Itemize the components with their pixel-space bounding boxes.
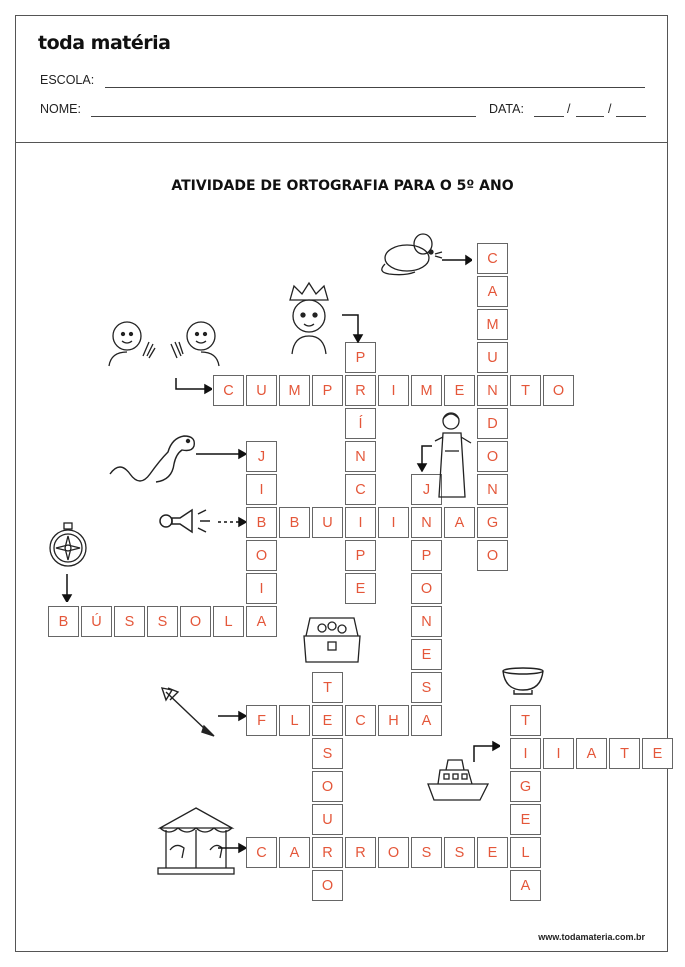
crossword-cell[interactable]: B: [246, 507, 277, 538]
crossword-cell[interactable]: E: [642, 738, 673, 769]
crossword-cell[interactable]: B: [279, 507, 310, 538]
date-separator: /: [567, 102, 571, 116]
date-separator: /: [608, 102, 612, 116]
crossword-cell[interactable]: P: [411, 540, 442, 571]
nome-label: NOME:: [40, 102, 81, 116]
crossword-cell[interactable]: B: [48, 606, 79, 637]
crossword-cell[interactable]: O: [477, 441, 508, 472]
crossword-cell[interactable]: E: [345, 573, 376, 604]
crossword-cell[interactable]: M: [279, 375, 310, 406]
crossword-cell[interactable]: I: [378, 375, 409, 406]
crossword-cell[interactable]: U: [312, 507, 343, 538]
arrow-pointer: [174, 376, 212, 396]
crossword-cell[interactable]: R: [345, 375, 376, 406]
crossword-cell[interactable]: E: [411, 639, 442, 670]
crossword-cell[interactable]: P: [345, 540, 376, 571]
carousel-icon: [156, 806, 236, 876]
arrow-pointer: [196, 448, 246, 460]
prince-icon: [276, 280, 342, 356]
arrow-pointer: [442, 254, 472, 266]
crossword-cell[interactable]: O: [180, 606, 211, 637]
crossword-cell[interactable]: A: [576, 738, 607, 769]
crossword-cell[interactable]: C: [345, 705, 376, 736]
arrow-pointer: [472, 740, 500, 764]
crossword-cell[interactable]: S: [411, 672, 442, 703]
bowl-icon: [500, 666, 546, 696]
crossword-cell[interactable]: C: [213, 375, 244, 406]
crossword-cell[interactable]: N: [411, 606, 442, 637]
crossword-cell[interactable]: F: [246, 705, 277, 736]
crossword-cell[interactable]: T: [510, 375, 541, 406]
crossword-cell[interactable]: I: [246, 474, 277, 505]
crossword-cell[interactable]: T: [312, 672, 343, 703]
crossword-cell[interactable]: O: [312, 771, 343, 802]
horn-icon: [158, 508, 216, 534]
greeting-people-icon: [105, 318, 223, 368]
crossword-cell[interactable]: P: [345, 342, 376, 373]
crossword-cell[interactable]: O: [378, 837, 409, 868]
brand-logo: toda matéria: [38, 32, 171, 54]
compass-icon: [46, 522, 90, 568]
crossword-cell[interactable]: E: [312, 705, 343, 736]
crossword-cell[interactable]: O: [246, 540, 277, 571]
arrow-pointer: [414, 444, 436, 472]
crossword-cell[interactable]: O: [312, 870, 343, 901]
crossword-cell[interactable]: N: [345, 441, 376, 472]
crossword-cell[interactable]: A: [510, 870, 541, 901]
arrow-icon: [160, 686, 216, 738]
crossword-cell[interactable]: M: [411, 375, 442, 406]
crossword-cell[interactable]: J: [411, 474, 442, 505]
crossword-cell[interactable]: I: [345, 507, 376, 538]
crossword-cell[interactable]: C: [246, 837, 277, 868]
crossword-cell[interactable]: C: [345, 474, 376, 505]
snake-icon: [106, 430, 198, 488]
crossword-cell[interactable]: L: [510, 837, 541, 868]
arrow-pointer: [340, 313, 364, 343]
crossword-cell[interactable]: I: [246, 573, 277, 604]
crossword-cell[interactable]: I: [543, 738, 574, 769]
crossword-cell[interactable]: H: [378, 705, 409, 736]
escola-label: ESCOLA:: [40, 73, 95, 87]
crossword-cell[interactable]: S: [312, 738, 343, 769]
crossword-cell[interactable]: U: [312, 804, 343, 835]
crossword-cell[interactable]: O: [477, 540, 508, 571]
crossword-cell[interactable]: G: [510, 771, 541, 802]
crossword-cell[interactable]: C: [477, 243, 508, 274]
crossword-cell[interactable]: S: [411, 837, 442, 868]
crossword-cell[interactable]: S: [114, 606, 145, 637]
crossword-cell[interactable]: N: [411, 507, 442, 538]
crossword-cell[interactable]: G: [477, 507, 508, 538]
crossword-cell[interactable]: Í: [345, 408, 376, 439]
footer-url: www.todamateria.com.br: [538, 932, 645, 942]
arrow-pointer: [218, 516, 246, 528]
crossword-cell[interactable]: A: [246, 606, 277, 637]
crossword-cell[interactable]: S: [147, 606, 178, 637]
crossword-cell[interactable]: I: [378, 507, 409, 538]
crossword-cell[interactable]: T: [510, 705, 541, 736]
arrow-pointer: [61, 574, 73, 602]
crossword-cell[interactable]: I: [510, 738, 541, 769]
arrow-pointer: [218, 710, 246, 722]
crossword-cell[interactable]: L: [279, 705, 310, 736]
crossword-cell[interactable]: Ú: [81, 606, 112, 637]
crossword-cell[interactable]: O: [411, 573, 442, 604]
crossword-cell[interactable]: N: [477, 474, 508, 505]
crossword-cell[interactable]: N: [477, 375, 508, 406]
crossword-cell[interactable]: A: [444, 507, 475, 538]
crossword-cell[interactable]: S: [444, 837, 475, 868]
mouse-icon: [375, 228, 443, 278]
crossword-cell[interactable]: D: [477, 408, 508, 439]
crossword-cell[interactable]: T: [609, 738, 640, 769]
crossword-cell[interactable]: L: [213, 606, 244, 637]
crossword-cell[interactable]: A: [477, 276, 508, 307]
crossword-cell[interactable]: U: [246, 375, 277, 406]
crossword-cell[interactable]: R: [312, 837, 343, 868]
treasure-chest-icon: [300, 612, 364, 664]
japanese-woman-icon: [431, 411, 473, 501]
page-title: ATIVIDADE DE ORTOGRAFIA PARA O 5º ANO: [171, 178, 514, 194]
crossword-cell[interactable]: A: [279, 837, 310, 868]
crossword-cell[interactable]: O: [543, 375, 574, 406]
crossword-cell[interactable]: E: [510, 804, 541, 835]
crossword-cell[interactable]: M: [477, 309, 508, 340]
crossword-cell[interactable]: R: [345, 837, 376, 868]
data-label: DATA:: [489, 102, 524, 116]
crossword-cell[interactable]: U: [477, 342, 508, 373]
crossword-cell[interactable]: E: [477, 837, 508, 868]
arrow-pointer: [218, 842, 246, 854]
crossword-cell[interactable]: E: [444, 375, 475, 406]
crossword-cell[interactable]: A: [411, 705, 442, 736]
crossword-cell[interactable]: P: [312, 375, 343, 406]
crossword-cell[interactable]: J: [246, 441, 277, 472]
